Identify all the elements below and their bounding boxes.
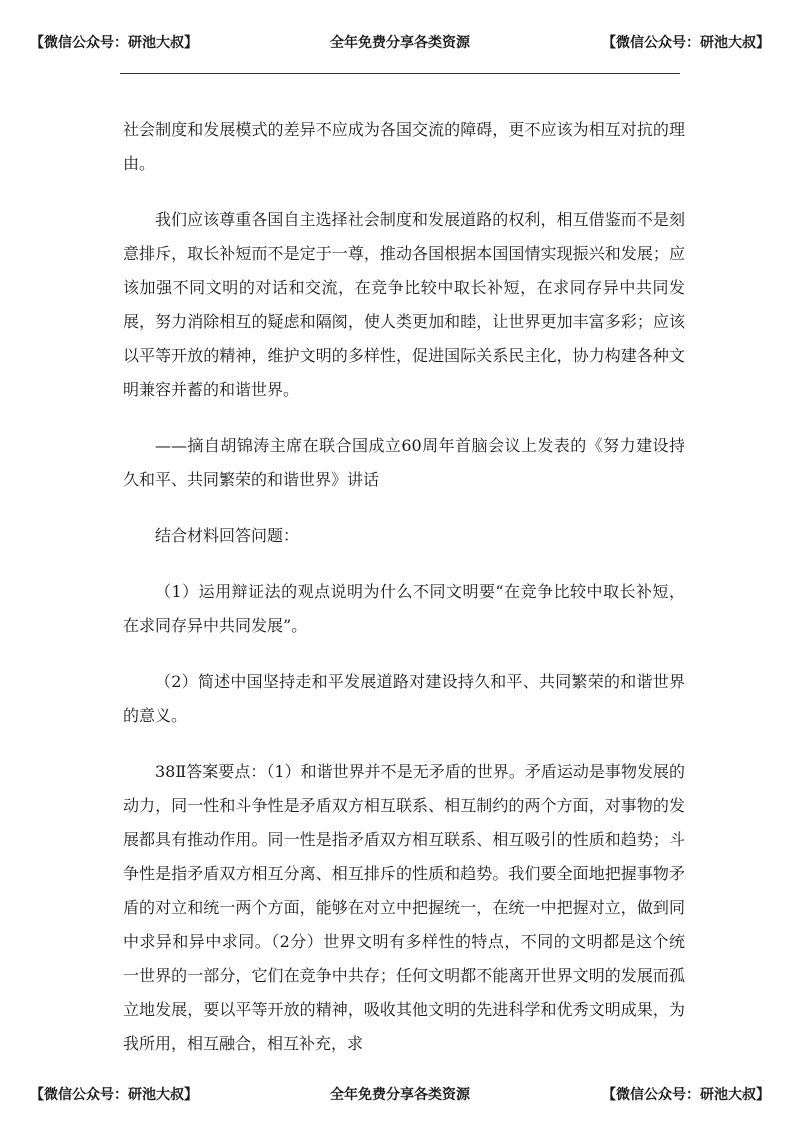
- question-1: （1）运用辩证法的观点说明为什么不同文明要“在竞争比较中取长补短，在求同存异中共同发展”。: [123, 582, 685, 635]
- page-header: [30, 32, 770, 56]
- paragraph-quote-source: ——摘自胡锦涛主席在联合国成立60周年首脑会议上发表的《努力建设持久和平、共同繁荣的和谐世界》讲话: [123, 436, 685, 489]
- footer-left-label: 【微信公众号：研池大叔】: [30, 1087, 198, 1103]
- question-2: （2）简述中国坚持走和平发展道路对建设持久和平、共同繁荣的和谐世界的意义。: [123, 672, 685, 725]
- footer-center-label: 全年免费分享各类资源: [330, 1087, 470, 1103]
- header-divider: [120, 73, 680, 74]
- document-body: [123, 113, 685, 1061]
- footer-right-label: 【微信公众号：研池大叔】: [602, 1087, 770, 1103]
- paragraph-instruction: 结合材料回答问题：: [155, 526, 300, 545]
- header-center-label: 全年免费分享各类资源: [330, 35, 470, 51]
- page-footer: [30, 1084, 770, 1108]
- header-left-label: 【微信公众号：研池大叔】: [30, 35, 198, 51]
- answer-key: 38Ⅱ答案要点：（1）和谐世界并不是无矛盾的世界。矛盾运动是事物发展的动力，同一性和斗争性是矛盾双方相互联系、相互制约的两个方面，对事物的发展都具有推动作用。同一性是指矛盾双方相互联系、相互吸引的性质和趋势；斗争性是指矛盾双方相互分离、相互排斥的性质和趋势。我们要全面地把握事物矛盾的对立和统一两个方面，能够在对立中把握统一，在统一中把握对立，做到同中求异和异中求同。（2分）世界文明有多样性的特点，不同的文明都是这个统一世界的一部分，它们在竞争中共存；任何文明都不能离开世界文明的发展而孤立地发展，要以平等开放的精神，吸收其他文明的先进科学和优秀文明成果，为我所用，相互融合，相互补充，求: [123, 762, 685, 1053]
- paragraph-continuation: 社会制度和发展模式的差异不应成为各国交流的障碍，更不应该为相互对抗的理由。: [123, 120, 685, 173]
- header-right-label: 【微信公众号：研池大叔】: [602, 35, 770, 51]
- paragraph-quote-body: 我们应该尊重各国自主选择社会制度和发展道路的权利，相互借鉴而不是刻意排斥，取长补短而不是定于一尊，推动各国根据本国国情实现振兴和发展；应该加强不同文明的对话和交流，在竞争比较中取长补短，在求同存异中共同发展，努力消除相互的疑虑和隔阂，使人类更加和睦，让世界更加丰富多彩；应该以平等开放的精神，维护文明的多样性，促进国际关系民主化，协力构建各种文明兼容并蓄的和谐世界。: [123, 210, 685, 399]
